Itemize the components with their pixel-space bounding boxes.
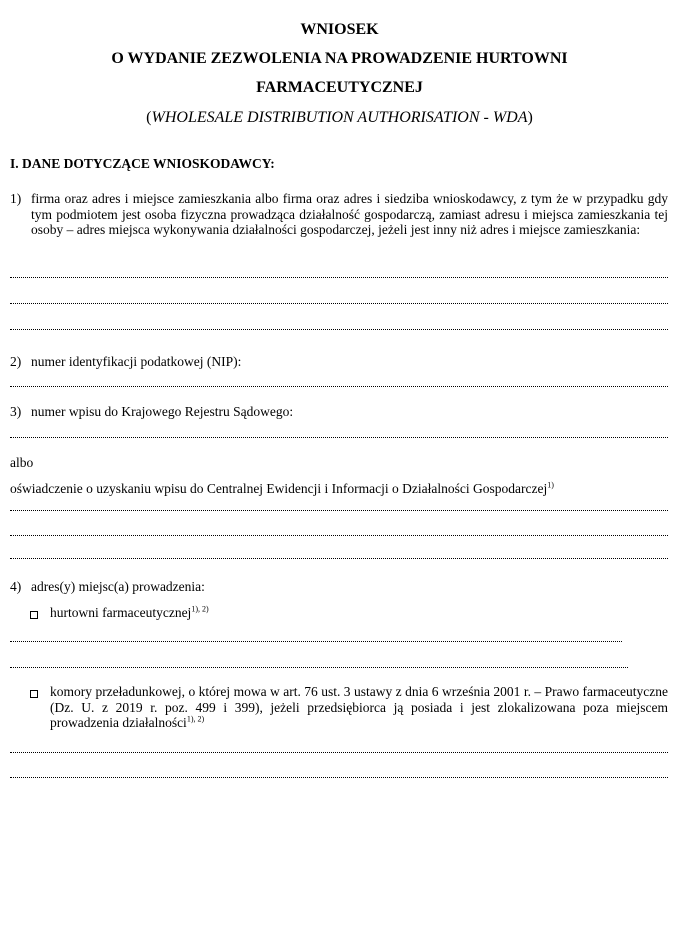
transshipment-checkbox[interactable] xyxy=(30,690,38,698)
location-label: adres(y) miejsc(a) prowadzenia: xyxy=(31,579,205,594)
item-number: 3) xyxy=(10,404,22,419)
nip-label: numer identyfikacji podatkowej (NIP): xyxy=(31,354,242,369)
item-number: 1) xyxy=(10,191,22,206)
or-label: albo xyxy=(10,455,34,470)
form-title-line2: O WYDANIE ZEZWOLENIA NA PROWADZENIE HURTOWNI xyxy=(111,50,568,67)
wholesale-answer-line[interactable] xyxy=(10,641,622,642)
form-subtitle: (WHOLESALE DISTRIBUTION AUTHORISATION - WDA) xyxy=(146,109,533,126)
item-number: 2) xyxy=(10,354,22,369)
ceidg-label: oświadczenie o uzyskaniu wpisu do Centralnej Ewidencji i Informacji o Działalności Gospodarczej$^{1)}$ xyxy=(10,480,554,496)
wholesale-answer-line[interactable] xyxy=(10,667,628,668)
wholesale-checkbox[interactable] xyxy=(30,611,38,619)
answer-line[interactable] xyxy=(10,277,668,278)
item1-label: firma oraz adres i miejsce zamieszkania albo firma oraz adres i siedziba wnioskodawcy, z tym że w przypadku gdy tym podmiotem jest osoba fizyczna prowadząca działalność gospodarczą, zamiast adresu i miejsca zamieszkania tej osoby – adres miejsca wykonywania działalności gospodarczej, jeżeli jest inny niż adres i miejsce zamieszkania: xyxy=(31,191,668,237)
krs-label: numer wpisu do Krajowego Rejestru Sądowego: xyxy=(31,404,294,419)
wholesale-option-label: hurtowni farmaceutycznej$^{1), 2)}$ xyxy=(50,604,209,620)
item-number: 4) xyxy=(10,579,22,594)
ceidg-answer-line[interactable] xyxy=(10,558,668,559)
section-heading: I. DANE DOTYCZĄCE WNIOSKODAWCY: xyxy=(10,156,275,171)
ceidg-answer-line[interactable] xyxy=(10,535,668,536)
transshipment-answer-line[interactable] xyxy=(10,777,668,778)
form-title: WNIOSEK xyxy=(300,21,379,38)
form-title-line3: FARMACEUTYCZNEJ xyxy=(256,79,423,96)
krs-answer-line[interactable] xyxy=(10,437,668,438)
answer-line[interactable] xyxy=(10,329,668,330)
transshipment-option-label: komory przeładunkowej, o której mowa w art. 76 ust. 3 ustawy z dnia 6 września 2001 r. – Prawo farmaceutyczne (Dz. U. z 2019 r. poz. 499 i 399), jeżeli przedsiębiorca ją posiada i jest zlokalizowana poza miejscem prowadzenia działalności$^{1), 2)}$ xyxy=(50,684,668,730)
answer-line[interactable] xyxy=(10,303,668,304)
nip-answer-line[interactable] xyxy=(10,386,668,387)
transshipment-answer-line[interactable] xyxy=(10,752,668,753)
ceidg-answer-line[interactable] xyxy=(10,510,668,511)
